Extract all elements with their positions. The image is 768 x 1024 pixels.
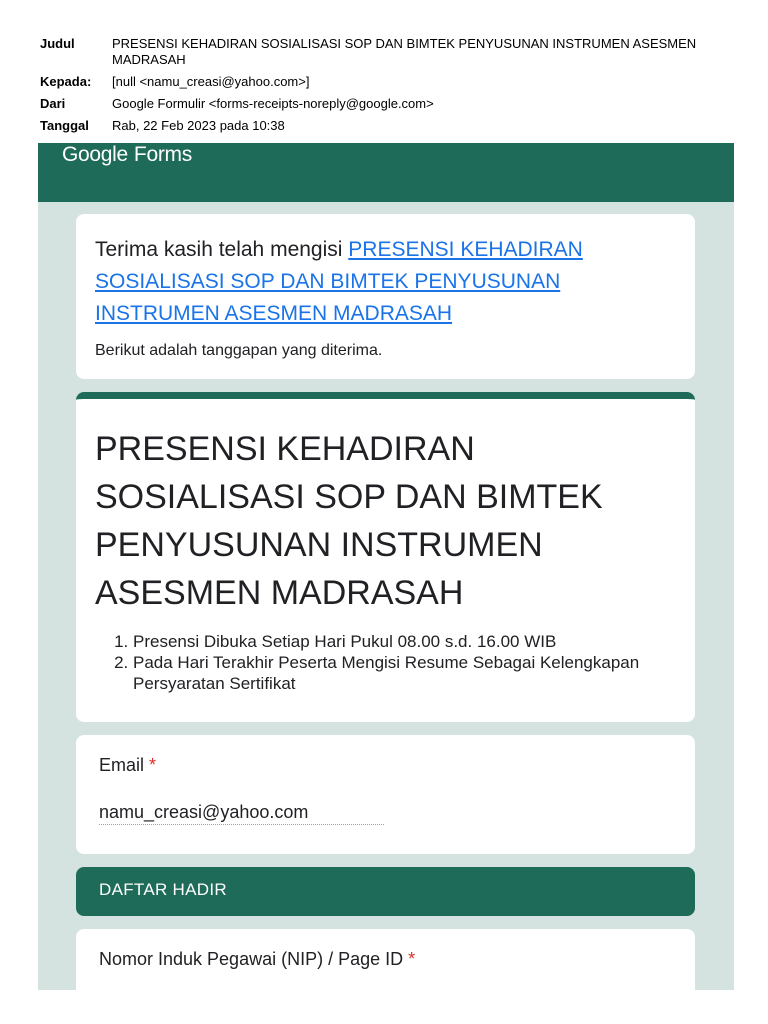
description-item: 1. Presensi Dibuka Setiap Hari Pukul 08.00 s.d. 16.00 WIB (133, 631, 676, 652)
form-title: PRESENSI KEHADIRAN SOSIALISASI SOP DAN BIMTEK PENYUSUNAN INSTRUMEN ASESMEN MADRASAH (95, 430, 603, 612)
required-asterisk: * (149, 755, 157, 775)
section-header-daftar-hadir: DAFTAR HADIR (76, 867, 695, 916)
thank-you-card (76, 214, 695, 379)
subject-row (40, 36, 730, 68)
thank-you-prefix: Terima kasih telah mengisi (95, 238, 349, 261)
form-title-card (76, 392, 695, 722)
response-intro: Berikut adalah tanggapan yang diterima. (95, 342, 383, 359)
email-question-card (76, 735, 695, 854)
form-response-frame (38, 143, 734, 990)
subject-label: Judul (40, 36, 75, 51)
from-row (40, 96, 730, 112)
logo-forms-text: Forms (133, 143, 192, 166)
subject-value: PRESENSI KEHADIRAN SOSIALISASI SOP DAN BIMTEK PENYUSUNAN INSTRUMEN ASESMEN MADRASAH (112, 36, 697, 67)
date-label: Tanggal (40, 118, 89, 133)
thank-you-message (95, 234, 676, 330)
required-asterisk: * (408, 949, 416, 969)
form-title-link[interactable]: PRESENSI KEHADIRAN SOSIALISASI SOP DAN BIMTEK PENYUSUNAN INSTRUMEN ASESMEN MADRASAH (95, 238, 583, 325)
email-label-text: Email (99, 755, 145, 775)
to-label: Kepada: (40, 74, 92, 89)
nip-question-label (99, 949, 672, 970)
to-row (40, 74, 730, 90)
google-forms-banner (38, 143, 734, 202)
logo-google-text: Google (62, 143, 128, 166)
email-question-label (99, 755, 672, 776)
email-answer: namu_creasi@yahoo.com (99, 802, 384, 825)
nip-label-text: Nomor Induk Pegawai (NIP) / Page ID (99, 949, 404, 969)
date-value: Rab, 22 Feb 2023 pada 10:38 (112, 118, 285, 133)
form-description-list (95, 631, 676, 694)
from-label: Dari (40, 96, 66, 111)
google-forms-logo (62, 143, 192, 167)
description-item: 2. Pada Hari Terakhir Peserta Mengisi Resume Sebagai Kelengkapan Persyaratan Sertifikat (133, 652, 676, 694)
date-row (40, 118, 730, 134)
nip-question-card (76, 929, 695, 990)
email-header (40, 36, 730, 140)
to-value: [null <namu_creasi@yahoo.com>] (112, 74, 310, 89)
from-value: Google Formulir <forms-receipts-noreply@google.com> (112, 96, 434, 111)
